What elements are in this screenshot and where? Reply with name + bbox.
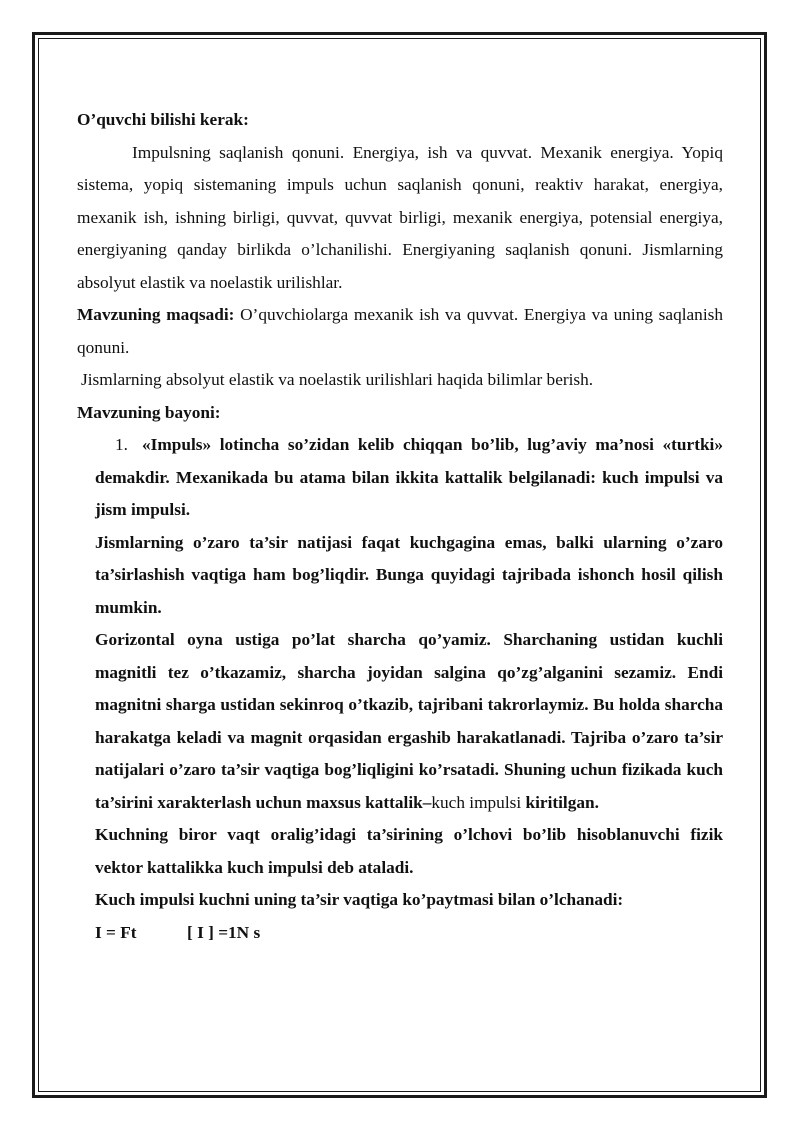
lesson-goal-text: O’quvchiolarga mexanik ish va quvvat. Energiya va uning saqlanish qonuni.	[77, 305, 723, 357]
formula-line	[95, 917, 723, 950]
paragraph-experiment-term: kuch impulsi	[431, 792, 526, 812]
lesson-goal-extra: Jismlarning absolyut elastik va noelastik urilishlari haqida bilimlar berish.	[81, 370, 594, 389]
lesson-goal-paragraph	[77, 299, 723, 364]
lesson-goal-label: Mavzuning maqsadi:	[77, 305, 235, 324]
heading-student-should-know: O’quvchi bilishi kerak:	[77, 110, 249, 129]
paragraph-experiment	[95, 624, 723, 819]
heading-lesson-statement: Mavzuning bayoni:	[77, 402, 221, 422]
formula-impulse: I = Ft	[95, 922, 137, 942]
list-item-1-text: «Impuls» lotincha so’zidan kelib chiqqan bo’lib, lug’aviy ma’nosi «turtki» demakdir. Mexanikada bu atama bilan ikkita kattalik belgilanadi: kuch impulsi va jism impulsi.	[95, 435, 723, 519]
formula-unit: [ I ] =1N s	[187, 922, 261, 942]
document-body	[77, 104, 723, 949]
paragraph-measurement: Kuch impulsi kuchni uning ta’sir vaqtiga ko’paytmasi bilan o’lchanadi:	[95, 890, 624, 909]
list-item-1	[95, 429, 723, 527]
paragraph-experiment-end: kiritilgan.	[525, 792, 599, 812]
paragraph-experiment-text: Gorizontal oyna ustiga po’lat sharcha qo’yamiz. Sharchaning ustidan kuchli magnitli tez o’tkazamiz, sharcha joyidan salgina qo’zg’alganini sezamiz. Endi magnitni sharga ustidan sekinroq o’tkazib, tajribani takrorlaymiz. Bu holda sharcha harakatga keladi va magnit orqasidan ergashib harakatlanadi. Tajriba o’zaro ta’sir natijalari o’zaro ta’sir vaqtiga bog’liqligini ko’rsatadi. Shuning uchun fizikada kuch ta’sirini xarakterlash uchun maxsus kattalik–	[95, 630, 723, 812]
student-should-know-text: Impulsning saqlanish qonuni. Energiya, ish va quvvat. Mexanik energiya. Yopiq sistema, yopiq sistemaning impuls uchun saqlanish qonuni, reaktiv harakat, energiya, mexanik ish, ishning birligi, quvvat, quvvat birligi, mexanik energiya, potensial energiya, energiyaning qanday birlikda o’lchanilishi. Energiyaning saqlanish qonuni. Jismlarning absolyut elastik va noelastik urilishlar.	[77, 142, 723, 292]
paragraph-definition: Kuchning biror vaqt oralig’idagi ta’sirining o’lchovi bo’lib hisoblanuvchi fizik vektor kattalikka kuch impulsi deb ataladi.	[95, 825, 723, 877]
paragraph-interaction: Jismlarning o’zaro ta’sir natijasi faqat kuchgagina emas, balki ularning o’zaro ta’sirlashish vaqtiga ham bog’liqdir. Bunga quyidagi tajribada ishonch hosil qilish mumkin.	[95, 532, 723, 617]
list-item-1-number: 1.	[115, 435, 128, 454]
